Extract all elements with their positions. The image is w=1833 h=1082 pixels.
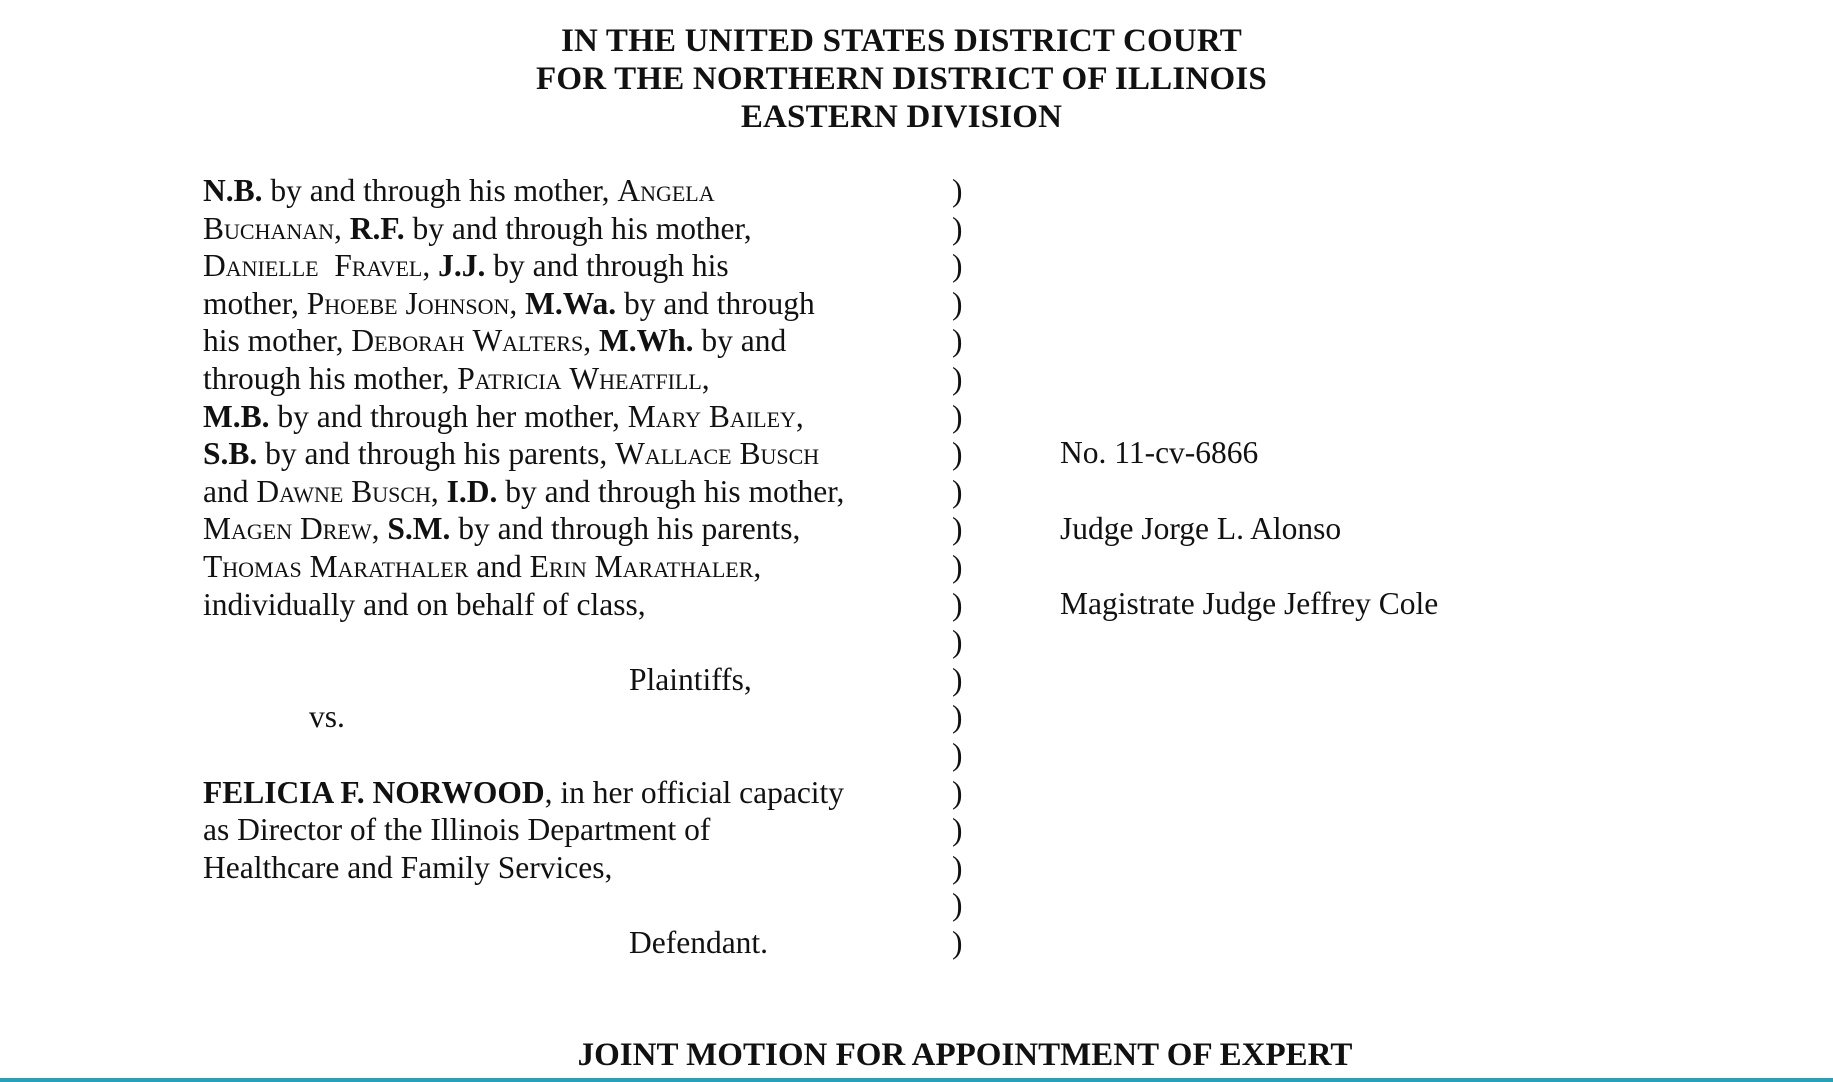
caption-line bbox=[203, 510, 963, 548]
caption-text: by and through his mother, bbox=[404, 210, 752, 246]
caption-text: by and through his bbox=[485, 248, 729, 284]
case-caption-parties bbox=[203, 172, 963, 961]
caption-line bbox=[203, 398, 963, 436]
page-bottom-border bbox=[0, 1078, 1833, 1082]
plaintiff-guardian: Buchanan bbox=[203, 210, 335, 246]
magistrate-judge-name: Magistrate Judge Jeffrey Cole bbox=[1060, 586, 1439, 621]
caption-text: by and through his parents, bbox=[257, 436, 616, 472]
caption-paren: ) bbox=[952, 210, 963, 246]
plaintiff-guardian: Magen bbox=[203, 511, 293, 547]
plaintiff-initials: S.B. bbox=[203, 436, 258, 472]
caption-text: and bbox=[203, 473, 257, 509]
caption-line bbox=[203, 322, 963, 360]
caption-paren: ) bbox=[952, 248, 963, 284]
caption-text: , bbox=[583, 323, 600, 359]
versus-label: vs. bbox=[309, 699, 345, 735]
caption-line bbox=[203, 473, 963, 511]
defendant-agency-line: Healthcare and Family Services, bbox=[203, 849, 613, 885]
caption-line bbox=[203, 774, 963, 812]
plaintiff-guardian: Bailey bbox=[708, 398, 796, 434]
caption-paren: ) bbox=[952, 924, 963, 960]
caption-paren: ) bbox=[952, 173, 963, 208]
plaintiff-guardian: Marathaler bbox=[594, 548, 754, 584]
caption-paren: ) bbox=[952, 398, 963, 434]
plaintiff-guardian: Erin bbox=[529, 548, 587, 584]
caption-text: , bbox=[422, 248, 439, 284]
class-line: individually and on behalf of class, bbox=[203, 586, 646, 622]
caption-text: and bbox=[468, 548, 530, 584]
defendant-name: FELICIA F. NORWOOD bbox=[203, 774, 545, 810]
caption-paren: ) bbox=[952, 360, 963, 396]
plaintiff-guardian: Drew bbox=[300, 511, 372, 547]
caption-text: by and through her mother, bbox=[269, 398, 628, 434]
plaintiff-guardian: Angela bbox=[617, 173, 715, 208]
judge-name: Judge Jorge L. Alonso bbox=[1060, 511, 1342, 546]
blank-line bbox=[203, 623, 963, 661]
plaintiff-initials: I.D. bbox=[446, 473, 498, 509]
caption-paren-column bbox=[952, 172, 972, 961]
defendant-label: Defendant. bbox=[629, 924, 769, 960]
caption-paren: ) bbox=[952, 699, 963, 735]
caption-text: , bbox=[795, 398, 804, 434]
caption-paren: ) bbox=[952, 887, 963, 923]
caption-paren: ) bbox=[952, 511, 963, 547]
plaintiff-guardian: Deborah bbox=[351, 323, 465, 359]
plaintiff-guardian: Danielle bbox=[203, 248, 319, 284]
plaintiff-guardian: Johnson bbox=[405, 285, 510, 321]
caption-text: , bbox=[509, 285, 526, 321]
plaintiff-guardian: Dawne bbox=[256, 473, 344, 509]
caption-paren: ) bbox=[952, 285, 963, 321]
plaintiff-initials: S.M. bbox=[387, 511, 451, 547]
plaintiff-initials: J.J. bbox=[438, 248, 486, 284]
caption-text: , bbox=[430, 473, 447, 509]
caption-paren: ) bbox=[952, 849, 963, 885]
caption-paren: ) bbox=[952, 774, 963, 810]
plaintiff-initials: R.F. bbox=[349, 210, 405, 246]
caption-text: mother, bbox=[203, 285, 307, 321]
caption-line bbox=[203, 247, 963, 285]
court-header bbox=[0, 22, 1803, 136]
plaintiff-initials: M.B. bbox=[203, 398, 270, 434]
plaintiff-guardian: Mary bbox=[627, 398, 702, 434]
plaintiff-initials: M.Wa. bbox=[525, 285, 617, 321]
case-number: No. 11-cv-6866 bbox=[1060, 435, 1259, 470]
caption-line bbox=[203, 285, 963, 323]
court-name: IN THE UNITED STATES DISTRICT COURT bbox=[560, 23, 1243, 59]
caption-text: through his mother, bbox=[203, 360, 458, 396]
caption-paren: ) bbox=[952, 323, 963, 359]
plaintiff-guardian: Wallace bbox=[615, 436, 732, 472]
plaintiff-guardian: Patricia bbox=[457, 360, 562, 396]
plaintiff-guardian: Fravel bbox=[334, 248, 423, 284]
court-division: EASTERN DIVISION bbox=[740, 99, 1063, 135]
caption-text: by and through bbox=[616, 285, 815, 321]
plaintiff-guardian: Busch bbox=[739, 436, 820, 472]
caption-paren: ) bbox=[952, 436, 963, 472]
plaintiff-guardian: Phoebe bbox=[306, 285, 398, 321]
plaintiff-guardian: Busch bbox=[351, 473, 431, 509]
plaintiff-guardian: Marathaler bbox=[309, 548, 469, 584]
court-district: FOR THE NORTHERN DISTRICT OF ILLINOIS bbox=[536, 61, 1267, 97]
caption-text: , bbox=[371, 511, 388, 547]
plaintiff-guardian: Walters bbox=[472, 323, 584, 359]
caption-text: by and bbox=[693, 323, 787, 359]
plaintiffs-label: Plaintiffs, bbox=[629, 661, 752, 697]
caption-text: , bbox=[334, 210, 350, 246]
caption-line bbox=[203, 172, 963, 210]
caption-line bbox=[203, 210, 963, 248]
caption-paren: ) bbox=[952, 736, 963, 772]
caption-text: , in her official capacity bbox=[544, 774, 845, 810]
plaintiff-initials: N.B. bbox=[203, 173, 263, 208]
caption-paren: ) bbox=[952, 586, 963, 622]
caption-paren: ) bbox=[952, 661, 963, 697]
blank-line bbox=[203, 736, 963, 774]
caption-paren: ) bbox=[952, 473, 963, 509]
blank-line bbox=[203, 886, 963, 924]
plaintiff-guardian: Thomas bbox=[203, 548, 302, 584]
caption-text: by and through his mother, bbox=[497, 473, 845, 509]
caption-text: , bbox=[753, 548, 762, 584]
defendant-title-line: as Director of the Illinois Department of bbox=[203, 812, 711, 848]
plaintiff-guardian: Wheatfill bbox=[569, 360, 702, 396]
document-title: JOINT MOTION FOR APPOINTMENT OF EXPERT bbox=[577, 1037, 1353, 1073]
caption-paren: ) bbox=[952, 812, 963, 848]
caption-text: , bbox=[701, 360, 710, 396]
caption-paren: ) bbox=[952, 548, 963, 584]
caption-line bbox=[203, 435, 963, 473]
caption-line bbox=[203, 360, 963, 398]
caption-text: by and through his mother, bbox=[262, 173, 618, 208]
plaintiff-initials: M.Wh. bbox=[599, 323, 694, 359]
caption-text: by and through his parents, bbox=[450, 511, 801, 547]
caption-text: his mother, bbox=[203, 323, 352, 359]
caption-paren: ) bbox=[952, 624, 963, 660]
caption-line bbox=[203, 548, 963, 586]
